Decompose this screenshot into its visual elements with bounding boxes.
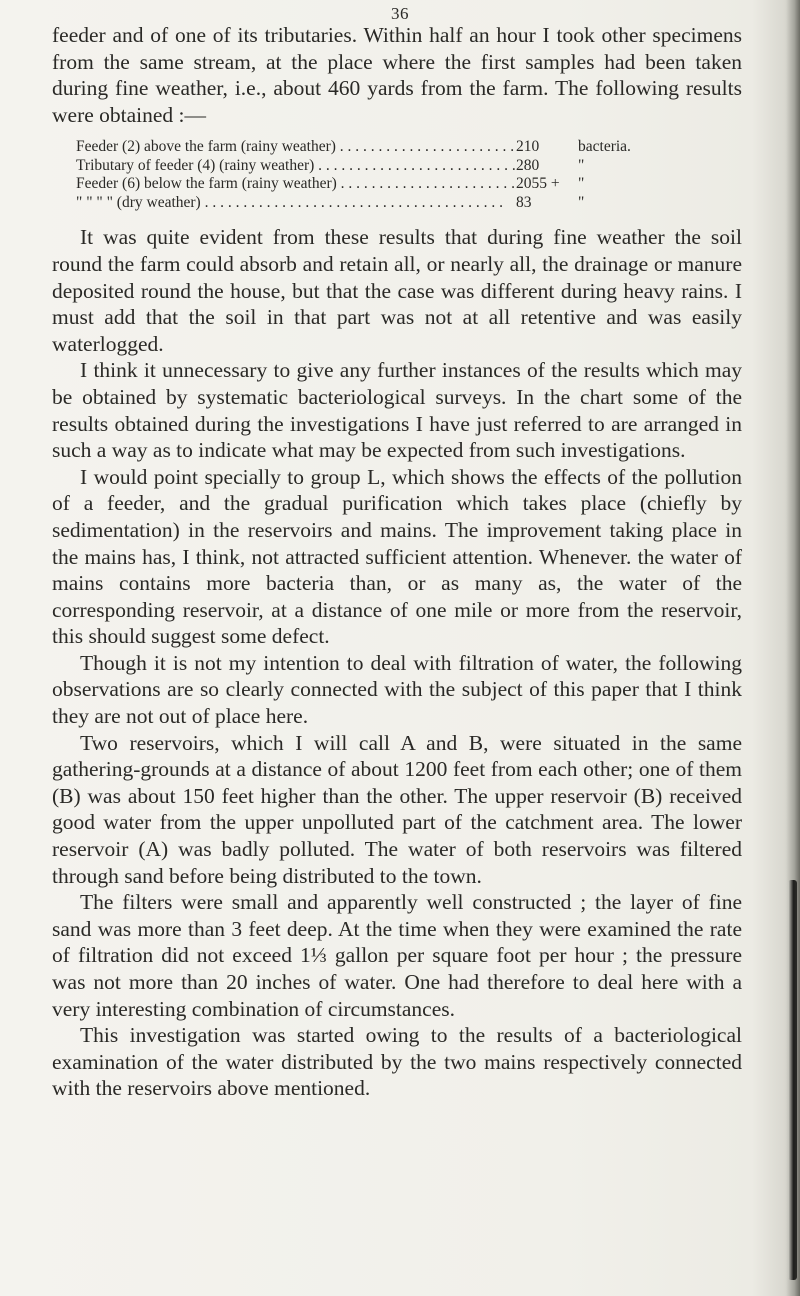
- result-label: Feeder (2) above the farm (rainy weather) . . .: [76, 138, 516, 157]
- paragraph: I would point specially to group L, which shows the effects of the pollution of a feeder, and the gradual purification which takes place (chiefly by sedimentation) in the reservoirs and mains. The improvement taking place in the mains has, I think, not attracted sufficient attention. Whenever. the water of mains contains more bacteria than, or as many as, the water of the corresponding reservoir, at a distance of one mile or more from the reservoir, this should suggest some defect.: [52, 464, 742, 649]
- book-spine: [788, 880, 797, 1280]
- result-value: 2055 +: [516, 175, 560, 193]
- result-label: " " " " (dry weather) . . .: [76, 194, 516, 213]
- body-text: [52, 22, 742, 1102]
- result-value: 280: [516, 156, 540, 174]
- result-label: Tributary of feeder (4) (rainy weather) . . .: [76, 157, 516, 176]
- result-row: [76, 157, 742, 176]
- results-table: [76, 138, 742, 212]
- result-row: [76, 138, 742, 157]
- result-unit: ": [578, 175, 585, 193]
- result-value: 210: [516, 138, 540, 156]
- paragraph: Though it is not my intention to deal with filtration of water, the following observations are so clearly connected with the subject of this paper that I think they are not out of place here.: [52, 650, 742, 729]
- result-row: [76, 175, 742, 194]
- result-value: 83: [516, 193, 532, 211]
- paragraph: Two reservoirs, which I will call A and B, were situated in the same gathering-grounds at a distance of about 1200 feet from each other; one of them (B) was about 150 feet higher than the other. The upper reservoir (B) received good water from the upper unpolluted part of the catchment area. The lower reservoir (A) was badly polluted. The water of both reservoirs was filtered through sand before being distributed to the town.: [52, 730, 742, 888]
- result-unit: ": [578, 193, 585, 211]
- page-number: 36: [391, 4, 409, 23]
- paragraph: It was quite evident from these results that during fine weather the soil round the farm could absorb and retain all, or nearly all, the drainage or manure deposited round the house, but that the case was different during heavy rains. I must add that the soil in that part was not at all retentive and was easily waterlogged.: [52, 225, 742, 356]
- paragraph: I think it unnecessary to give any further instances of the results which may be obtained by systematic bacteriological surveys. In the chart some of the results obtained during the investigations I have just referred to are arranged in such a way as to indicate what may be expected from such investigations.: [52, 358, 742, 463]
- result-row: [76, 194, 742, 213]
- result-label: Feeder (6) below the farm (rainy weather) . . .: [76, 175, 516, 194]
- result-unit: ": [578, 156, 585, 174]
- paragraph: This investigation was started owing to the results of a bacteriological examination of the water distributed by the two mains respectively connected with the reservoirs above mentioned.: [52, 1023, 742, 1101]
- intro-paragraph: feeder and of one of its tributaries. Within half an hour I took other specimens from the same stream, at the place where the first samples had been taken during fine weather, i.e., about 460 yards from the farm. The following results were obtained :—: [52, 23, 742, 127]
- result-unit: bacteria.: [578, 138, 631, 156]
- paragraph: The filters were small and apparently well constructed ; the layer of fine sand was more than 3 feet deep. At the time when they were examined the rate of filtration did not exceed 1⅓ gallon per square foot per hour ; the pressure was not more than 20 inches of water. One had therefore to deal here with a very interesting combination of circumstances.: [52, 890, 742, 1021]
